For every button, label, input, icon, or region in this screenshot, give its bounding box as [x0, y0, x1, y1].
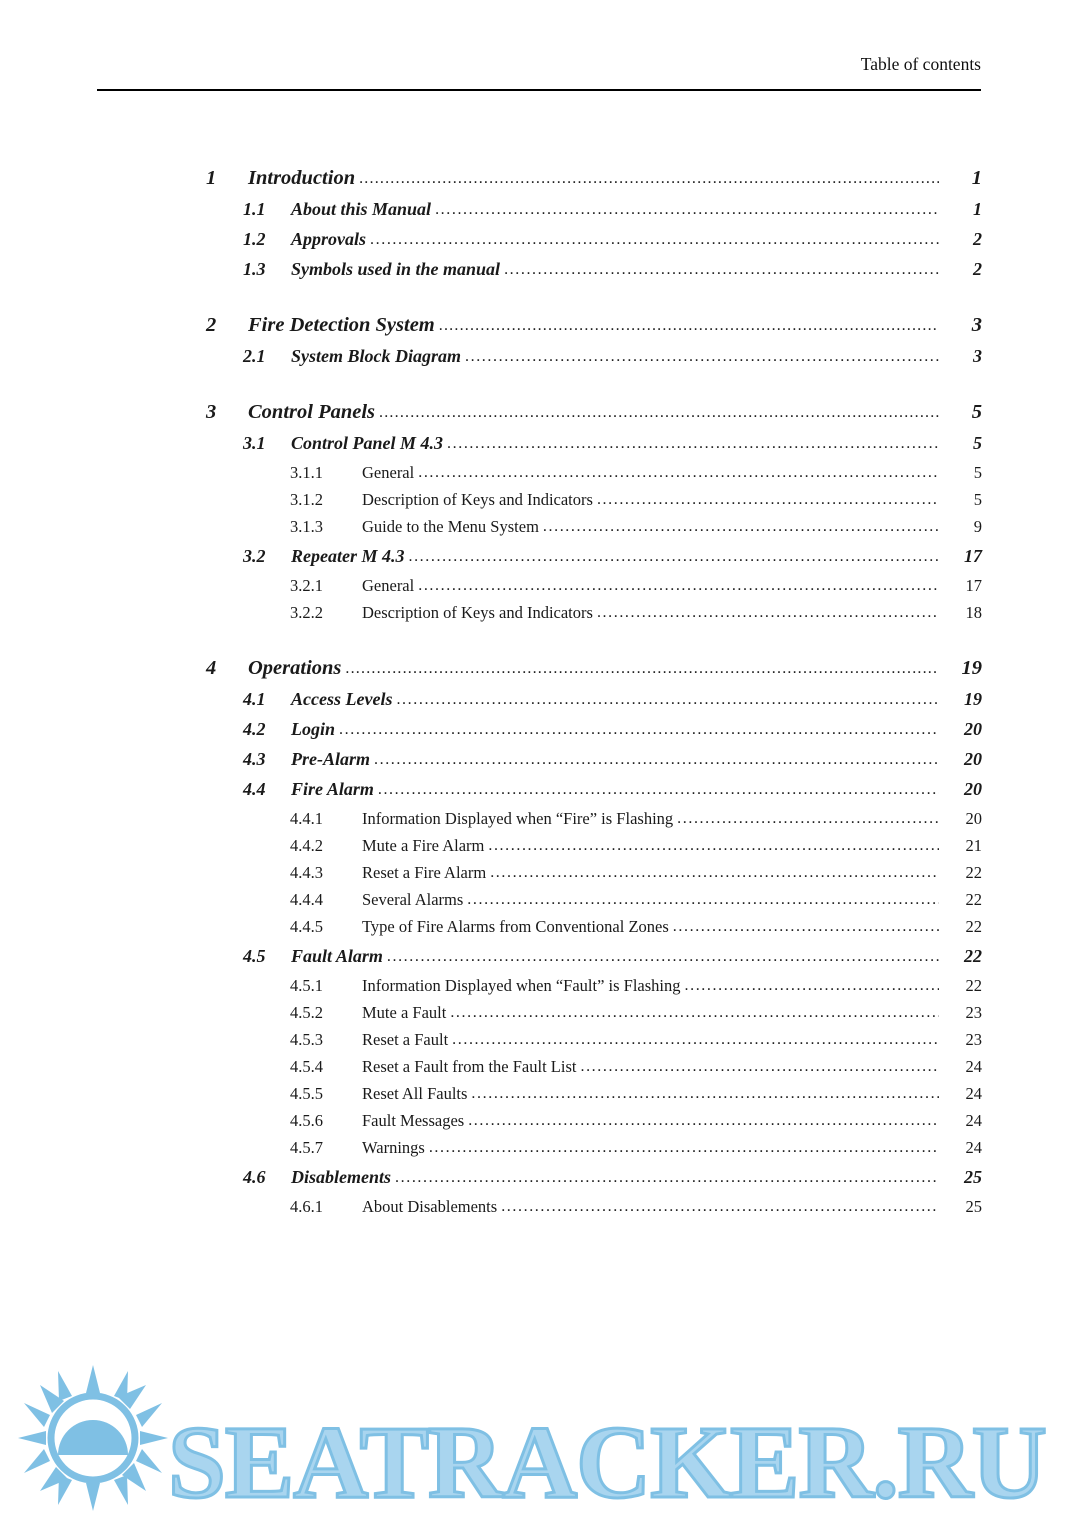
toc-entry-page-number: 24: [965, 1084, 982, 1103]
toc-entry-title: Mute a Fault: [362, 1003, 447, 1022]
toc-entry-page-number: 9: [973, 517, 982, 536]
toc-dot-leader: [418, 462, 939, 482]
toc-dot-leader: [370, 228, 939, 249]
toc-entry[interactable]: [98, 1138, 982, 1158]
toc-dot-leader: [339, 718, 939, 739]
toc-entry-title: Warnings: [362, 1138, 425, 1157]
toc-entry-number: 3: [206, 401, 217, 423]
toc-entry[interactable]: [98, 779, 982, 800]
watermark: [0, 1327, 1080, 1527]
toc-dot-leader: [395, 1166, 939, 1187]
toc-entry[interactable]: [98, 199, 982, 220]
toc-entry[interactable]: [98, 229, 982, 250]
toc-entry-page-number: 19: [964, 689, 982, 709]
toc-entry-title: Symbols used in the manual: [291, 259, 501, 279]
toc-entry[interactable]: [98, 433, 982, 454]
toc-entry-number: 4.6: [243, 1167, 266, 1187]
toc-entry-number: 3.1.1: [290, 463, 323, 482]
sun-logo-icon: [14, 1363, 172, 1513]
toc-entry-page-number: 20: [965, 809, 982, 828]
toc-entry-title: Information Displayed when “Fire” is Flashing: [362, 809, 674, 828]
toc-entry-number: 4.4.1: [290, 809, 323, 828]
toc-entry-page-number: 20: [964, 749, 982, 769]
toc-entry-title: General: [362, 576, 415, 595]
toc-dot-leader: [504, 258, 939, 279]
toc-entry-title: Information Displayed when “Fault” is Flashing: [362, 976, 681, 995]
toc-entry-page-number: 24: [965, 1138, 982, 1157]
toc-entry-number: 3.1.3: [290, 517, 323, 536]
toc-entry-page-number: 2: [973, 229, 982, 249]
toc-dot-leader: [378, 778, 939, 799]
toc-entry-number: 4.5: [243, 946, 266, 966]
toc-entry-number: 1.2: [243, 229, 266, 249]
toc-dot-leader: [490, 862, 939, 882]
toc-entry-number: 4.5.2: [290, 1003, 323, 1022]
toc-entry-number: 2.1: [243, 346, 266, 366]
toc-entry[interactable]: [98, 576, 982, 596]
toc-entry-number: 4.5.4: [290, 1057, 323, 1076]
toc-dot-leader: [597, 602, 939, 622]
toc-entry[interactable]: [98, 749, 982, 770]
toc-entry[interactable]: [98, 890, 982, 910]
toc-entry-page-number: 5: [973, 463, 982, 482]
toc-dot-leader: [467, 889, 939, 909]
toc-entry[interactable]: [98, 976, 982, 996]
toc-entry-page-number: 24: [965, 1111, 982, 1130]
toc-entry-page-number: 17: [964, 546, 982, 566]
toc-dot-leader: [450, 1002, 939, 1022]
toc-entry-title: Control Panel M 4.3: [291, 433, 444, 453]
toc-dot-leader: [471, 1083, 939, 1103]
toc-entry-page-number: 23: [965, 1030, 982, 1049]
toc-entry-title: Introduction: [248, 167, 356, 189]
toc-entry-page-number: 25: [965, 1197, 982, 1216]
toc-entry-page-number: 22: [965, 863, 982, 882]
toc-entry[interactable]: [98, 463, 982, 483]
toc-entry-page-number: 1: [971, 167, 982, 189]
toc-entry[interactable]: [98, 836, 982, 856]
toc-entry[interactable]: [98, 167, 982, 190]
toc-entry-title: General: [362, 463, 415, 482]
toc-entry-title: Description of Keys and Indicators: [362, 490, 593, 509]
toc-entry-page-number: 5: [971, 401, 982, 423]
toc-entry-page-number: 22: [964, 946, 982, 966]
toc-entry-title: Fault Messages: [362, 1111, 465, 1130]
toc-dot-leader: [685, 975, 940, 995]
toc-entry-number: 4.4: [243, 779, 266, 799]
toc-dot-leader: [501, 1196, 939, 1216]
toc-entry-number: 4: [206, 657, 217, 679]
toc-entry-page-number: 22: [965, 976, 982, 995]
toc-entry-page-number: 21: [965, 836, 982, 855]
toc-entry-number: 3.2.2: [290, 603, 323, 622]
toc-dot-leader: [452, 1029, 939, 1049]
toc-entry-number: 4.4.4: [290, 890, 323, 909]
toc-entry-title: Access Levels: [291, 689, 393, 709]
toc-dot-leader: [418, 575, 939, 595]
toc-entry-number: 4.5.1: [290, 976, 323, 995]
toc-entry-page-number: 5: [973, 490, 982, 509]
toc-dot-leader: [435, 198, 939, 219]
toc-entry-number: 4.5.3: [290, 1030, 323, 1049]
toc-dot-leader: [580, 1056, 939, 1076]
toc-entry-number: 1.1: [243, 199, 266, 219]
toc-entry-page-number: 22: [965, 890, 982, 909]
toc-entry-title: About Disablements: [362, 1197, 498, 1216]
toc-entry[interactable]: [98, 346, 982, 367]
toc-entry-title: Fire Alarm: [291, 779, 374, 799]
toc-entry-title: System Block Diagram: [291, 346, 461, 366]
toc-entry-page-number: 5: [973, 433, 982, 453]
toc-entry-title: Reset a Fault: [362, 1030, 449, 1049]
toc-entry-title: Pre-Alarm: [291, 749, 370, 769]
toc-dot-leader: [439, 313, 939, 336]
toc-entry-title: Fault Alarm: [291, 946, 383, 966]
toc-dot-leader: [447, 432, 939, 453]
toc-entry-title: Guide to the Menu System: [362, 517, 539, 536]
toc-entry-number: 3.2.1: [290, 576, 323, 595]
toc-dot-leader: [488, 835, 939, 855]
toc-entry[interactable]: [98, 1030, 982, 1050]
toc-entry-number: 3.1.2: [290, 490, 323, 509]
toc-entry-page-number: 1: [973, 199, 982, 219]
toc-entry-page-number: 17: [965, 576, 982, 595]
toc-entry[interactable]: [98, 719, 982, 740]
toc-entry[interactable]: [98, 946, 982, 967]
toc-entry-title: Disablements: [291, 1167, 392, 1187]
toc-entry-title: Approvals: [291, 229, 367, 249]
toc-entry-number: 4.5.7: [290, 1138, 323, 1157]
toc-entry[interactable]: [98, 1003, 982, 1023]
header-divider: [97, 89, 981, 91]
toc-entry[interactable]: [98, 546, 982, 567]
toc-entry-title: Reset a Fault from the Fault List: [362, 1057, 577, 1076]
toc-entry-title: Reset a Fire Alarm: [362, 863, 487, 882]
toc-entry-page-number: 23: [965, 1003, 982, 1022]
toc-entry-title: Control Panels: [248, 401, 376, 423]
toc-entry[interactable]: [98, 1111, 982, 1131]
toc-dot-leader: [374, 748, 939, 769]
toc-entry-title: Operations: [248, 657, 342, 679]
toc-entry-title: Mute a Fire Alarm: [362, 836, 485, 855]
table-of-contents: [0, 150, 1080, 1224]
toc-entry-title: Description of Keys and Indicators: [362, 603, 593, 622]
toc-entry-number: 4.5.5: [290, 1084, 323, 1103]
toc-entry-page-number: 18: [965, 603, 982, 622]
toc-entry-number: 3.1: [243, 433, 266, 453]
toc-entry[interactable]: [98, 1197, 982, 1217]
toc-entry-title: Fire Detection System: [248, 314, 435, 336]
toc-entry-page-number: 3: [973, 346, 982, 366]
toc-dot-leader: [429, 1137, 939, 1157]
toc-entry-title: Several Alarms: [362, 890, 464, 909]
toc-entry[interactable]: [98, 917, 982, 937]
toc-entry[interactable]: [98, 1057, 982, 1077]
toc-entry[interactable]: [98, 517, 982, 537]
toc-entry-number: 4.4.2: [290, 836, 323, 855]
toc-entry-number: 3.2: [243, 546, 266, 566]
toc-entry[interactable]: [98, 259, 982, 280]
toc-entry[interactable]: [98, 863, 982, 883]
toc-entry-page-number: 3: [971, 314, 982, 336]
toc-entry[interactable]: [98, 689, 982, 710]
toc-dot-leader: [677, 808, 939, 828]
page-header: Table of contents: [860, 54, 981, 74]
toc-entry-number: 1: [206, 167, 217, 189]
toc-entry[interactable]: [98, 314, 982, 337]
toc-entry[interactable]: [98, 809, 982, 829]
toc-dot-leader: [543, 516, 939, 536]
toc-entry[interactable]: [98, 657, 982, 680]
toc-dot-leader: [468, 1110, 939, 1130]
toc-entry-number: 4.3: [243, 749, 266, 769]
toc-entry-title: Repeater M 4.3: [291, 546, 405, 566]
toc-dot-leader: [597, 489, 939, 509]
toc-entry[interactable]: [98, 1167, 982, 1188]
toc-entry-page-number: 24: [965, 1057, 982, 1076]
toc-entry-number: 4.1: [243, 689, 266, 709]
toc-dot-leader: [387, 945, 939, 966]
toc-entry-number: 4.5.6: [290, 1111, 323, 1130]
toc-dot-leader: [359, 166, 939, 189]
toc-dot-leader: [465, 345, 939, 366]
toc-entry-page-number: 22: [965, 917, 982, 936]
toc-entry-page-number: 20: [964, 719, 982, 739]
watermark-text: SEATRACKER.RU: [168, 1405, 1046, 1520]
toc-entry-page-number: 2: [973, 259, 982, 279]
toc-entry-number: 4.6.1: [290, 1197, 323, 1216]
toc-dot-leader: [673, 916, 939, 936]
toc-entry-page-number: 19: [961, 657, 982, 679]
toc-dot-leader: [408, 545, 939, 566]
toc-dot-leader: [345, 656, 939, 679]
toc-entry-title: Login: [291, 719, 336, 739]
toc-entry-number: 4.4.3: [290, 863, 323, 882]
toc-entry[interactable]: [98, 401, 982, 424]
toc-entry[interactable]: [98, 1084, 982, 1104]
toc-entry-title: Type of Fire Alarms from Conventional Zones: [362, 917, 669, 936]
toc-entry-title: Reset All Faults: [362, 1084, 468, 1103]
toc-entry-number: 4.2: [243, 719, 266, 739]
toc-entry[interactable]: [98, 490, 982, 510]
toc-entry-page-number: 25: [964, 1167, 982, 1187]
toc-dot-leader: [379, 400, 939, 423]
toc-dot-leader: [396, 688, 939, 709]
toc-entry-number: 1.3: [243, 259, 266, 279]
toc-entry-number: 2: [206, 314, 217, 336]
toc-entry-number: 4.4.5: [290, 917, 323, 936]
toc-entry-page-number: 20: [964, 779, 982, 799]
toc-entry-title: About this Manual: [291, 199, 432, 219]
toc-entry[interactable]: [98, 603, 982, 623]
